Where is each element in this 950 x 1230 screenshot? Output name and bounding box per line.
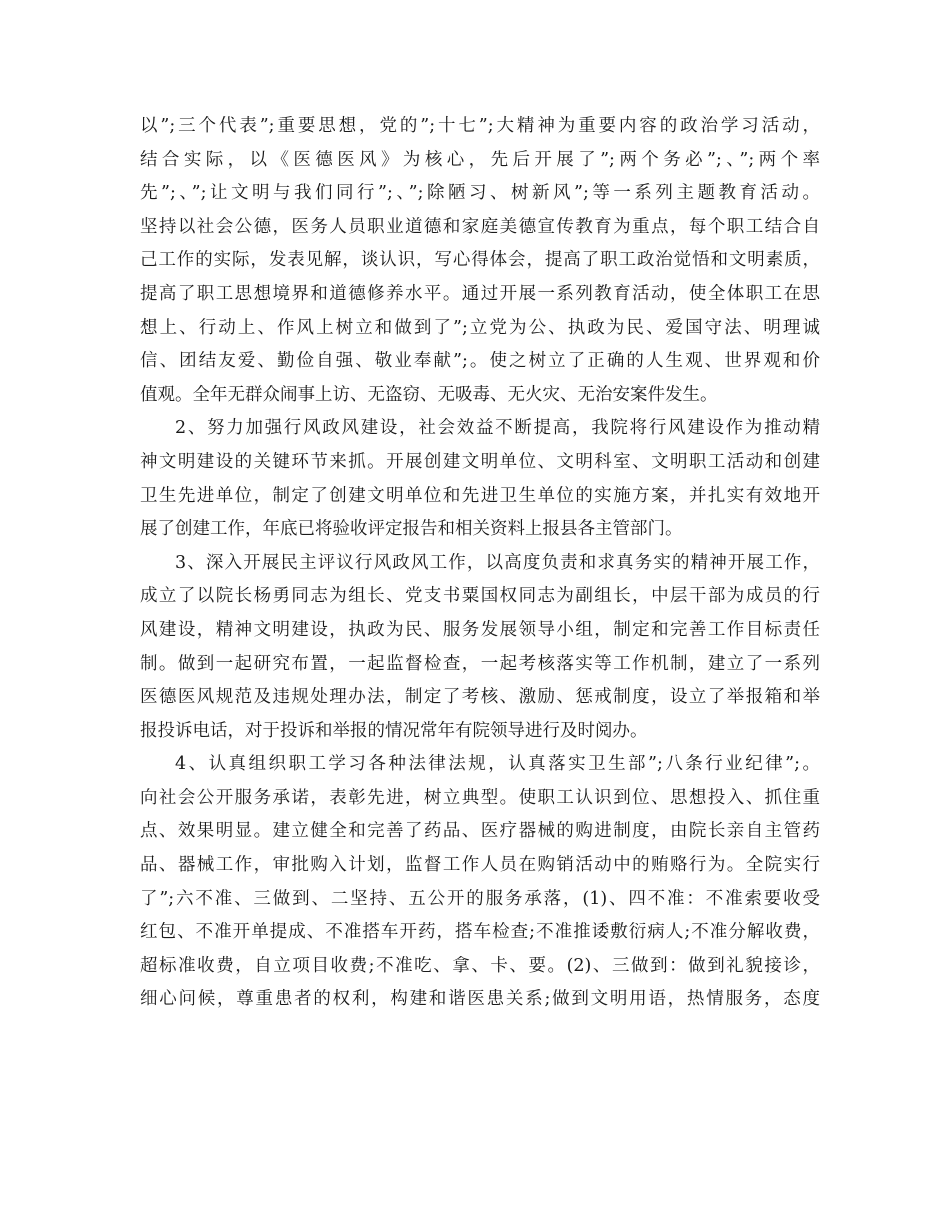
- text-line: 超标准收费，自立项目收费;不准吃、拿、卡、要。(2)、三做到：做到礼貌接诊，: [140, 955, 820, 976]
- text-line: 成立了以院长杨勇同志为组长、党支书粟国权同志为副组长，中层干部为成员的行: [140, 586, 820, 607]
- text-line: 展了创建工作，年底已将验收评定报告和相关资料上报县各主管部门。: [140, 519, 683, 540]
- body-text: [140, 110, 820, 1017]
- text-line: 坚持以社会公德，医务人员职业道德和家庭美德宣传教育为重点，每个职工结合自: [140, 216, 820, 237]
- text-line: 了”;六不准、三做到、二坚持、五公开的服务承落，(1)、四不准：不准索要收受: [140, 888, 820, 909]
- text-line: 神文明建设的关键环节来抓。开展创建文明单位、文明科室、文明职工活动和创建: [140, 451, 820, 472]
- text-line: 结合实际，以《医德医风》为核心，先后开展了”;两个务必”;、”;两个率: [140, 149, 820, 170]
- text-line: 细心问候，尊重患者的权利，构建和谐医患关系;做到文明用语，热情服务，态度: [140, 989, 820, 1010]
- text-line: 想上、行动上、作风上树立和做到了”;立党为公、执政为民、爱国守法、明理诚: [140, 317, 820, 338]
- text-line: 值观。全年无群众闹事上访、无盗窃、无吸毒、无火灾、无治安案件发生。: [140, 384, 718, 405]
- text-line: 己工作的实际，发表见解，谈认识，写心得体会，提高了职工政治觉悟和文明素质，: [140, 250, 820, 271]
- text-line: 向社会公开服务承诺，表彰先进，树立典型。使职工认识到位、思想投入、抓住重: [140, 787, 820, 808]
- text-line: 以”;三个代表”;重要思想，党的”;十七”;大精神为重要内容的政治学习活动，: [140, 116, 820, 136]
- text-line: 医德医风规范及违规处理办法，制定了考核、激励、惩戒制度，设立了举报箱和举: [140, 687, 820, 708]
- text-line: 品、器械工作，审批购入计划，监督工作人员在购销活动中的贿赂行为。全院实行: [140, 855, 820, 876]
- text-line: 卫生先进单位，制定了创建文明单位和先进卫生单位的实施方案，并扎实有效地开: [140, 485, 820, 506]
- text-line: 提高了职工思想境界和道德修养水平。通过开展一系列教育活动，使全体职工在思: [140, 283, 820, 304]
- text-line: 报投诉电话，对于投诉和举报的情况常年有院领导进行及时阅办。: [140, 720, 648, 741]
- text-line: 2、努力加强行风政风建设，社会效益不断提高，我院将行风建设作为推动精: [175, 418, 820, 439]
- text-line: 3、深入开展民主评议行风政风工作，以高度负责和求真务实的精神开展工作，: [175, 552, 820, 573]
- text-line: 点、效果明显。建立健全和完善了药品、医疗器械的购进制度，由院长亲自主管药: [140, 821, 820, 842]
- text-line: 先”;、”;让文明与我们同行”;、”;除陋习、树新风”;等一系列主题教育活动。: [140, 183, 820, 204]
- text-line: 信、团结友爱、勤俭自强、敬业奉献”;。使之树立了正确的人生观、世界观和价: [140, 351, 820, 372]
- text-line: 风建设，精神文明建设，执政为民、服务发展领导小组，制定和完善工作目标责任: [140, 619, 820, 640]
- text-line: 4、认真组织职工学习各种法律法规，认真落实卫生部”;八条行业纪律”;。: [175, 754, 820, 775]
- text-line: 红包、不准开单提成、不准搭车开药，搭车检查;不准推诿敷衍病人;不准分解收费，: [140, 922, 820, 943]
- text-line: 制。做到一起研究布置，一起监督检查，一起考核落实等工作机制，建立了一系列: [140, 653, 820, 674]
